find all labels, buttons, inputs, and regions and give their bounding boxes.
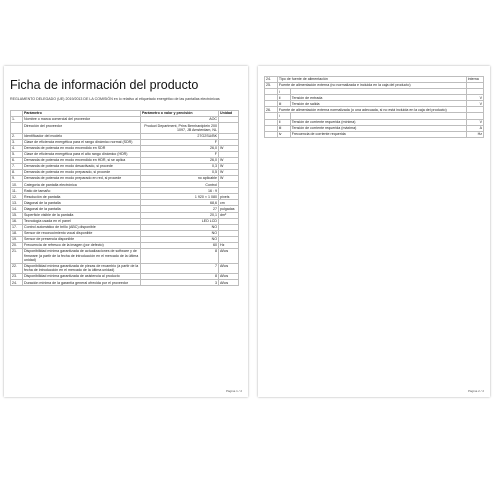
row-value: 3 bbox=[141, 280, 219, 286]
row-unit bbox=[219, 123, 239, 133]
row-parameter: Ratio de tamaño bbox=[23, 188, 141, 194]
row-parameter: Diagonal de la pantalla bbox=[23, 200, 141, 206]
row-subindex: iii bbox=[277, 125, 290, 131]
row-number: 24. bbox=[265, 77, 278, 83]
product-sheet-page-2 bbox=[258, 66, 490, 397]
row-unit: W bbox=[219, 145, 239, 151]
row-subindex: iii bbox=[277, 101, 290, 107]
page-title: Ficha de información del producto bbox=[10, 78, 199, 92]
row-value: 0,5 bbox=[141, 170, 219, 176]
row-parameter: Clase de eficiencia energética para el rango dinámico normal (SDR) bbox=[23, 139, 141, 145]
table-row bbox=[265, 131, 484, 137]
row-value: Product Department, Prins Bernhardplein 200 1097, JB Amsterdam, NL bbox=[141, 123, 219, 133]
row-value: no aplicable bbox=[141, 176, 219, 182]
row-number: 18. bbox=[11, 230, 23, 236]
row-subindex: i bbox=[277, 113, 290, 119]
row-value: LED LCD bbox=[141, 218, 219, 224]
product-info-table bbox=[10, 110, 239, 286]
regulation-subtitle: REGLAMENTO DELEGADO (UE) 2019/2013 DE LA COMISIÓN en lo relativo al etiquetado energético de las pantallas electrónicas bbox=[10, 97, 220, 101]
row-number: 10. bbox=[11, 182, 23, 188]
row-unit: W bbox=[219, 170, 239, 176]
row-number: 26. bbox=[265, 107, 278, 113]
row-unit: cm bbox=[219, 200, 239, 206]
row-value: 26,0 bbox=[141, 157, 219, 163]
row-unit: dm² bbox=[219, 212, 239, 218]
row-value: 1 920 × 1 080 bbox=[141, 194, 219, 200]
row-unit: Hz bbox=[219, 242, 239, 248]
row-number: 12. bbox=[11, 194, 23, 200]
row-parameter: Demanda de potencia en modo preparado, si procede bbox=[23, 170, 141, 176]
row-value: F bbox=[141, 139, 219, 145]
row-parameter: Frecuencia de corriente requerida bbox=[290, 131, 466, 137]
row-number: 23. bbox=[11, 274, 23, 280]
row-unit: Años bbox=[219, 274, 239, 280]
table-row bbox=[11, 263, 239, 273]
row-number: 9. bbox=[11, 176, 23, 182]
row-number: 15. bbox=[11, 212, 23, 218]
row-unit: V bbox=[466, 95, 483, 101]
row-unit: Años bbox=[219, 263, 239, 273]
row-value: 27 bbox=[141, 206, 219, 212]
page-number: Página 1 / 2 bbox=[225, 389, 242, 393]
row-parameter: Tecnología usada en el panel bbox=[23, 218, 141, 224]
table-row bbox=[11, 249, 239, 264]
row-parameter: Nombre o marca comercial del proveedor bbox=[23, 117, 141, 123]
row-value: NO bbox=[141, 224, 219, 230]
row-parameter: Disponibilidad mínima garantizada de asistencia al producto bbox=[23, 274, 141, 280]
row-value: 8 bbox=[141, 274, 219, 280]
row-number bbox=[265, 131, 278, 137]
row-unit: V bbox=[466, 101, 483, 107]
row-number: 4. bbox=[11, 145, 23, 151]
row-value: 7 bbox=[141, 263, 219, 273]
row-number: 25. bbox=[265, 83, 278, 89]
row-number: 14. bbox=[11, 206, 23, 212]
row-parameter: Sensor de reconocimiento vocal disponible bbox=[23, 230, 141, 236]
row-parameter: Tensión de corriente requerida (máxima) bbox=[290, 125, 466, 131]
row-parameter: Control automático de brillo (ABC) disponible bbox=[23, 224, 141, 230]
row-parameter: Demanda de potencia en modo desactivado, si procede bbox=[23, 163, 141, 169]
row-subindex: iv bbox=[277, 131, 290, 137]
row-number: 17. bbox=[11, 224, 23, 230]
row-value: interna bbox=[466, 77, 483, 83]
row-value: 16 : 9 bbox=[141, 188, 219, 194]
row-unit: V bbox=[466, 119, 483, 125]
row-parameter: Resolución de pantalla bbox=[23, 194, 141, 200]
table-row bbox=[11, 123, 239, 133]
header-param: Parámetro bbox=[23, 111, 141, 117]
row-parameter: Demanda de potencia en modo encendido en HDR, si se aplica bbox=[23, 157, 141, 163]
row-parameter: Tipo de fuente de alimentación bbox=[277, 77, 466, 83]
row-value: 8 bbox=[141, 249, 219, 264]
row-unit: A bbox=[466, 125, 483, 131]
row-number: 13. bbox=[11, 200, 23, 206]
row-subindex: ii bbox=[277, 95, 290, 101]
row-number: 3. bbox=[11, 139, 23, 145]
row-number: 16. bbox=[11, 218, 23, 224]
row-parameter: Demanda de potencia en modo preparado en red, si procede bbox=[23, 176, 141, 182]
row-parameter: Tensión de salida bbox=[290, 101, 466, 107]
row-number: 19. bbox=[11, 236, 23, 242]
row-value: 27G2SU/BK bbox=[141, 133, 219, 139]
row-number: 21. bbox=[11, 249, 23, 264]
page-number: Página 2 / 2 bbox=[467, 389, 484, 393]
row-subindex: i bbox=[277, 89, 290, 95]
row-value: 0,3 bbox=[141, 163, 219, 169]
row-value: NO bbox=[141, 236, 219, 242]
header-unit: Unidad bbox=[219, 111, 239, 117]
row-unit: pulgadas bbox=[219, 206, 239, 212]
row-number: 6. bbox=[11, 157, 23, 163]
row-value: 20,1 bbox=[141, 212, 219, 218]
row-number: 24. bbox=[11, 280, 23, 286]
row-unit: Años bbox=[219, 280, 239, 286]
row-parameter: Demanda de potencia en modo encendido en SDR bbox=[23, 145, 141, 151]
row-number: 7. bbox=[11, 163, 23, 169]
row-parameter: Tensión de entrada bbox=[290, 95, 466, 101]
row-parameter: Disponibilidad mínima garantizada de actualizaciones de software y de firmware (a partir de la fecha de introducción en el mercado de la última unidad) bbox=[23, 249, 141, 264]
row-parameter: Fuente de alimentación externa (no normalizada e incluida en la caja del producto) bbox=[277, 83, 466, 89]
row-unit: W bbox=[219, 157, 239, 163]
row-parameter: Dirección del proveedor bbox=[23, 123, 141, 133]
table-row bbox=[11, 280, 239, 286]
row-parameter: Clase de eficiencia energética para el alto rango dinámico (HDR) bbox=[23, 151, 141, 157]
row-number bbox=[11, 123, 23, 133]
row-parameter: Disponibilidad mínima garantizada de piezas de recambio (a partir de la fecha de introducción en el mercado de la última unidad) bbox=[23, 263, 141, 273]
row-unit: W bbox=[219, 176, 239, 182]
row-parameter: Frecuencia de refresco de la imagen (por defecto) bbox=[23, 242, 141, 248]
row-subindex: ii bbox=[277, 119, 290, 125]
row-parameter: Sensor de presencia disponible bbox=[23, 236, 141, 242]
row-parameter: Fuente de alimentación externa normalizada (o una adecuada, si no está incluida en la caja del producto) bbox=[277, 107, 466, 113]
row-unit: Hz bbox=[466, 131, 483, 137]
row-value: 68,6 bbox=[141, 200, 219, 206]
row-number: 22. bbox=[11, 263, 23, 273]
row-number: 5. bbox=[11, 151, 23, 157]
row-value: NO bbox=[141, 230, 219, 236]
row-parameter: Diagonal de la pantalla bbox=[23, 206, 141, 212]
row-number: 20. bbox=[11, 242, 23, 248]
row-number: 2. bbox=[11, 133, 23, 139]
row-value: 26,0 bbox=[141, 145, 219, 151]
row-value: 60 bbox=[141, 242, 219, 248]
header-value: Parámetro o valor y precisión bbox=[141, 111, 219, 117]
row-parameter: Categoría de pantalla electrónica bbox=[23, 182, 141, 188]
row-value: F bbox=[141, 151, 219, 157]
row-parameter: Identificador del modelo bbox=[23, 133, 141, 139]
power-supply-table bbox=[264, 76, 484, 138]
row-unit: W bbox=[219, 163, 239, 169]
row-value: Control bbox=[141, 182, 219, 188]
row-number: 11. bbox=[11, 188, 23, 194]
row-unit: Años bbox=[219, 249, 239, 264]
row-value: AOC bbox=[141, 117, 219, 123]
row-unit: píxels bbox=[219, 194, 239, 200]
product-sheet-page-1 bbox=[4, 66, 248, 397]
row-number: 8. bbox=[11, 170, 23, 176]
row-parameter: Tensión de corriente requerida (mínima) bbox=[290, 119, 466, 125]
row-number: 1. bbox=[11, 117, 23, 123]
row-parameter: Duración mínima de la garantía general ofrecida por el proveedor bbox=[23, 280, 141, 286]
row-parameter: Superficie visible de la pantalla bbox=[23, 212, 141, 218]
